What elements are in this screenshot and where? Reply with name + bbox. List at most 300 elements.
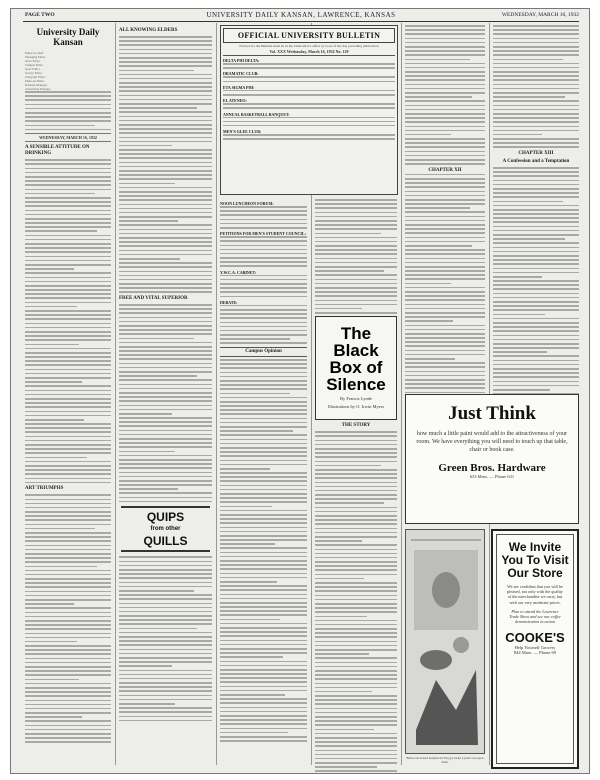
- text-line: [119, 216, 212, 218]
- text-line: [223, 81, 395, 83]
- text-line: [119, 166, 212, 168]
- text-line: [405, 392, 485, 394]
- text-line: [25, 176, 111, 178]
- text-line: [25, 561, 111, 563]
- text-line: [25, 712, 111, 714]
- text-line: [119, 367, 212, 369]
- bulletin-item-heading: EL ATENEO:: [223, 98, 247, 104]
- text-line: [315, 536, 397, 538]
- text-line: [25, 272, 111, 274]
- text-line: [25, 277, 111, 279]
- text-line: [119, 141, 212, 143]
- text-line: [119, 501, 212, 503]
- text-line: [220, 489, 307, 491]
- text-line: [493, 184, 579, 186]
- text-line: [405, 130, 485, 132]
- text-line: [405, 88, 485, 90]
- text-line: [25, 507, 111, 509]
- text-line: [220, 610, 307, 612]
- text-line: [25, 327, 111, 329]
- text-line: [220, 376, 307, 378]
- chapter-title: A Confession and a Temptation: [502, 159, 570, 165]
- text-line: [220, 464, 307, 466]
- text-line: [493, 339, 579, 341]
- text-line: [119, 229, 212, 231]
- text-line: [405, 379, 485, 381]
- text-line: [25, 377, 111, 379]
- text-line: [220, 694, 285, 696]
- text-line: [25, 620, 111, 622]
- text-line: [25, 427, 111, 429]
- column-2: [119, 25, 212, 773]
- editorial-heading: FREE AND VITAL SUPERIOR: [119, 296, 188, 302]
- text-line: [493, 46, 579, 48]
- text-line: [405, 159, 485, 161]
- text-line: [405, 262, 485, 264]
- staff-list: [25, 51, 111, 91]
- text-line: [315, 258, 397, 260]
- bulletin-item-heading: ETA SIGMA PHI:: [223, 84, 255, 90]
- text-line: [315, 561, 397, 563]
- text-line: [405, 146, 485, 148]
- text-line: [119, 484, 212, 486]
- text-line: [119, 250, 212, 252]
- text-line: [119, 36, 212, 38]
- text-line: [119, 308, 212, 310]
- bulletin-item-body: [223, 63, 395, 69]
- text-line: [493, 33, 579, 35]
- text-line: [119, 497, 212, 499]
- text-line: [223, 63, 395, 65]
- text-line: [119, 44, 212, 46]
- text-line: [220, 393, 290, 395]
- text-line: [493, 284, 579, 286]
- column-divider: [115, 23, 116, 765]
- text-line: [119, 561, 212, 563]
- text-line: [119, 266, 212, 268]
- text-line: [315, 683, 397, 685]
- staff-line: Society Editor: [25, 71, 43, 75]
- text-line: [315, 628, 397, 630]
- text-line: [493, 335, 579, 337]
- text-line: [25, 628, 111, 630]
- text-line: [493, 142, 579, 144]
- text-line: [315, 220, 397, 222]
- editorial-heading: A SENSIBLE ATTITUDE ON DRINKING: [25, 145, 90, 157]
- text-line: [220, 640, 307, 642]
- ad-store-name: Green Bros. Hardware: [438, 462, 546, 474]
- text-line: [493, 268, 579, 270]
- text-line: [220, 309, 307, 311]
- text-line: [405, 350, 485, 352]
- text-line: [119, 649, 212, 651]
- text-line: [405, 203, 485, 205]
- text-line: [315, 708, 397, 710]
- text-line: [119, 57, 212, 59]
- text-line: [25, 725, 111, 727]
- text-line: [25, 674, 111, 676]
- text-line: [119, 346, 212, 348]
- text-line: [25, 159, 111, 161]
- text-line: [315, 431, 397, 433]
- text-line: [493, 196, 579, 198]
- text-line: [405, 71, 485, 73]
- text-line: [405, 63, 485, 65]
- bulletin-item-body: [220, 275, 307, 298]
- text-line: [405, 295, 485, 297]
- text-line: [25, 633, 111, 635]
- text-line: [119, 425, 212, 427]
- story-text: [493, 25, 579, 148]
- text-line: [315, 645, 397, 647]
- text-line: [405, 266, 485, 268]
- text-line: [119, 586, 212, 588]
- text-line: [405, 245, 472, 247]
- text-line: [493, 360, 579, 362]
- text-line: [220, 568, 307, 570]
- text-line: [119, 162, 212, 164]
- text-line: [119, 40, 212, 42]
- text-line: [119, 258, 180, 260]
- text-line: [25, 381, 82, 383]
- text-line: [119, 379, 212, 381]
- text-line: [119, 103, 212, 105]
- text-line: [493, 92, 579, 94]
- text-line: [493, 63, 579, 65]
- text-line: [315, 498, 397, 500]
- text-line: [25, 741, 111, 743]
- text-line: [25, 599, 111, 601]
- text-line: [220, 443, 307, 445]
- text-line: [25, 670, 111, 672]
- text-line: [405, 241, 485, 243]
- text-line: [119, 342, 212, 344]
- text-line: [25, 352, 111, 354]
- text-line: [405, 163, 485, 165]
- text-line: [119, 254, 212, 256]
- text-line: [493, 25, 579, 27]
- text-line: [119, 603, 212, 605]
- staff-line: Business Manager: [25, 83, 48, 87]
- text-line: [25, 607, 111, 609]
- text-line: [315, 490, 397, 492]
- text-line: [220, 261, 307, 263]
- text-line: [220, 707, 307, 709]
- text-line: [493, 71, 579, 73]
- text-line: [493, 301, 579, 303]
- text-line: [315, 245, 397, 247]
- text-line: [25, 687, 111, 689]
- editorial-date: WEDNESDAY, MARCH 16, 1932: [25, 133, 111, 142]
- text-line: [119, 107, 197, 109]
- text-line: [315, 603, 397, 605]
- text-line: [119, 640, 212, 642]
- text-line: [315, 502, 384, 504]
- text-line: [220, 384, 307, 386]
- text-line: [493, 343, 579, 345]
- text-line: [220, 594, 307, 596]
- text-line: [493, 105, 579, 107]
- text-line: [315, 616, 367, 618]
- column-4: [315, 199, 397, 773]
- text-line: [119, 212, 212, 214]
- story-text: [493, 167, 579, 407]
- text-line: [220, 723, 307, 725]
- text-line: [493, 389, 550, 391]
- text-line: [119, 582, 212, 584]
- text-line: [405, 333, 485, 335]
- text-line: [315, 674, 397, 676]
- text-line: [315, 657, 397, 659]
- text-line: [25, 247, 111, 249]
- text-line: [315, 703, 397, 705]
- text-line: [220, 627, 307, 629]
- story-synopsis: [315, 431, 397, 773]
- text-line: [25, 729, 111, 731]
- text-line: [119, 61, 212, 63]
- text-line: [119, 187, 212, 189]
- column-6: [493, 25, 579, 407]
- text-line: [220, 577, 307, 579]
- bulletin-item-heading: MEN'S GLEE CLUB:: [223, 129, 262, 135]
- text-line: [25, 369, 111, 371]
- text-line: [223, 103, 395, 105]
- text-line: [220, 681, 307, 683]
- text-line: [493, 368, 579, 370]
- text-line: [315, 758, 397, 760]
- text-line: [405, 337, 485, 339]
- text-line: [25, 129, 111, 131]
- text-line: [220, 210, 307, 212]
- text-line: [25, 210, 111, 212]
- text-line: [25, 570, 111, 572]
- staff-line: Sport Editor: [25, 67, 40, 71]
- text-line: [493, 50, 579, 52]
- text-line: [493, 29, 579, 31]
- text-line: [220, 439, 307, 441]
- text-line: [493, 117, 579, 119]
- text-line: [315, 699, 397, 701]
- serial-title: The Black Box of Silence: [326, 324, 386, 395]
- text-line: [220, 606, 307, 608]
- ad-inner-border: [496, 534, 574, 764]
- text-line: [25, 91, 111, 93]
- text-line: [25, 99, 111, 101]
- text-line: [25, 398, 111, 400]
- text-line: [405, 375, 485, 377]
- bulletin-item-heading: PETITIONS FOR MEN'S STUDENT COUNCIL:: [220, 231, 306, 237]
- text-line: [220, 661, 307, 663]
- text-line: [119, 615, 212, 617]
- text-line: [25, 473, 111, 475]
- text-line: [493, 318, 579, 320]
- staff-line: News Editor: [25, 59, 41, 63]
- text-line: [315, 452, 397, 454]
- staff-line: Make-up Editor: [25, 79, 45, 83]
- text-line: [220, 510, 307, 512]
- text-line: [220, 227, 307, 229]
- text-line: [220, 367, 307, 369]
- text-line: [220, 522, 307, 524]
- text-line: [25, 218, 111, 220]
- bulletin-item-heading: DEBATE:: [220, 299, 238, 305]
- text-line: [119, 577, 212, 579]
- text-line: [25, 733, 111, 735]
- text-line: [119, 670, 212, 672]
- text-line: [119, 598, 212, 600]
- text-line: [119, 653, 212, 655]
- text-line: [119, 434, 212, 436]
- text-line: [493, 226, 579, 228]
- text-line: [220, 527, 307, 529]
- text-line: [405, 358, 455, 360]
- text-line: [119, 49, 212, 51]
- text-line: [25, 302, 111, 304]
- text-line: [405, 387, 485, 389]
- text-line: [315, 523, 397, 525]
- bulletin-item-body: [223, 117, 395, 127]
- text-line: [493, 247, 579, 249]
- text-line: [220, 322, 307, 324]
- text-line: [405, 237, 485, 239]
- text-line: [493, 67, 579, 69]
- text-line: [25, 281, 111, 283]
- text-line: [25, 532, 111, 534]
- text-line: [119, 657, 212, 659]
- text-line: [493, 100, 579, 102]
- text-line: [493, 347, 579, 349]
- text-line: [25, 524, 111, 526]
- text-line: [25, 112, 111, 114]
- text-line: [119, 291, 212, 293]
- text-line: [493, 280, 579, 282]
- text-line: [119, 467, 212, 469]
- newspaper-title: UNIVERSITY DAILY KANSAN, LAWRENCE, KANSAS: [206, 11, 396, 19]
- text-line: [405, 186, 485, 188]
- text-line: [25, 440, 111, 442]
- text-line: [405, 278, 485, 280]
- text-line: [223, 125, 395, 127]
- text-line: [405, 274, 485, 276]
- text-line: [220, 514, 307, 516]
- text-line: [493, 238, 565, 240]
- text-line: [405, 109, 485, 111]
- text-line: [493, 175, 579, 177]
- text-line: [220, 468, 270, 470]
- text-line: [315, 486, 397, 488]
- text-line: [315, 283, 397, 285]
- text-line: [119, 392, 212, 394]
- text-line: [315, 620, 397, 622]
- text-line: [493, 42, 579, 44]
- ad-headline: Just Think: [448, 403, 536, 424]
- text-line: [220, 560, 307, 562]
- text-line: [25, 540, 111, 542]
- text-line: [493, 259, 579, 261]
- text-line: [405, 316, 485, 318]
- text-line: [119, 405, 212, 407]
- text-line: [315, 287, 397, 289]
- text-line: [315, 461, 397, 463]
- chapter-heading: CHAPTER XIII: [518, 151, 554, 157]
- text-line: [405, 38, 485, 40]
- text-line: [25, 482, 111, 484]
- text-line: [220, 635, 307, 637]
- text-line: [119, 413, 172, 415]
- text-line: [220, 397, 307, 399]
- text-line: [493, 293, 579, 295]
- text-line: [315, 649, 397, 651]
- text-line: [25, 465, 111, 467]
- text-line: [315, 528, 397, 530]
- text-line: [25, 695, 111, 697]
- text-line: [25, 519, 111, 521]
- text-line: [25, 708, 111, 710]
- text-line: [25, 566, 97, 568]
- text-line: [315, 565, 397, 567]
- text-line: [119, 463, 212, 465]
- chapter-heading: CHAPTER XII: [428, 167, 462, 173]
- text-line: [119, 224, 212, 226]
- text-line: [315, 695, 397, 697]
- text-line: [119, 459, 212, 461]
- text-line: [315, 653, 369, 655]
- text-line: [25, 662, 111, 664]
- text-line: [220, 669, 307, 671]
- text-line: [25, 331, 111, 333]
- text-line: [315, 216, 397, 218]
- bulletin-title: OFFICIAL UNIVERSITY BULLETIN: [223, 28, 395, 43]
- text-line: [220, 677, 307, 679]
- text-line: [220, 702, 307, 704]
- text-line: [220, 434, 307, 436]
- text-line: [119, 279, 212, 281]
- text-line: [493, 251, 579, 253]
- text-line: [220, 422, 307, 424]
- text-line: [315, 312, 397, 314]
- text-line: [25, 373, 111, 375]
- text-line: [119, 716, 212, 718]
- text-line: [119, 220, 178, 222]
- text-line: [119, 636, 212, 638]
- bulletin-item-body: [223, 90, 395, 96]
- bulletin-item-body: [220, 305, 307, 344]
- text-line: [315, 270, 384, 272]
- text-line: [315, 300, 397, 302]
- text-line: [119, 632, 212, 634]
- text-line: [315, 511, 397, 513]
- text-line: [25, 624, 111, 626]
- text-line: [493, 355, 579, 357]
- editorial-heading: ALL KNOWING ELDERS: [119, 28, 178, 33]
- bulletin-item-heading: DELTA PHI DELTA:: [223, 58, 260, 63]
- text-line: [119, 674, 212, 676]
- text-line: [119, 195, 212, 197]
- text-line: [493, 205, 579, 207]
- text-line: [220, 631, 307, 633]
- text-line: [315, 440, 397, 442]
- text-line: [493, 381, 579, 383]
- text-line: [119, 237, 212, 239]
- quips-word: QUIPS: [146, 510, 185, 525]
- text-line: [315, 544, 397, 546]
- text-line: [119, 241, 212, 243]
- text-line: [493, 138, 579, 140]
- text-line: [220, 409, 307, 411]
- text-line: [220, 728, 307, 730]
- text-line: [405, 304, 485, 306]
- text-line: [405, 67, 485, 69]
